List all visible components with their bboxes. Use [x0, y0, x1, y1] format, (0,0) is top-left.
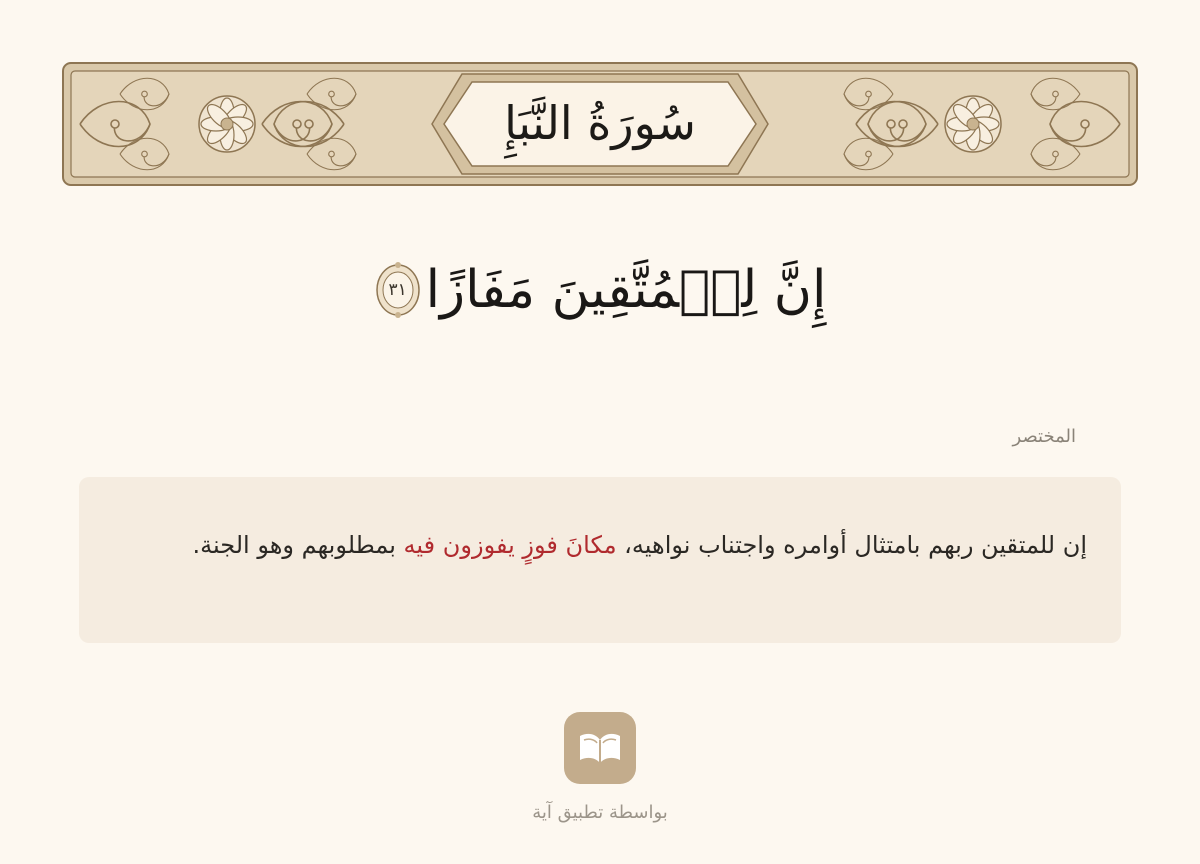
ayah-text: إِنَّ لِلۡمُتَّقِينَ مَفَازًا: [425, 260, 827, 320]
ayah-number-marker: [374, 261, 422, 319]
app-credit: بواسطة تطبيق آية: [532, 802, 668, 823]
surah-title: سُورَةُ النَّبَإِ: [504, 96, 696, 150]
ayah-number: ٣١: [388, 280, 407, 300]
tafsir-highlight: مكانَ فوزٍ يفوزون فيه: [403, 531, 617, 559]
book-icon: [576, 728, 624, 768]
tafsir-box: [79, 477, 1121, 643]
tafsir-text-part1: إن للمتقين ربهم بامتثال أوامره واجتناب نواهيه،: [616, 531, 1087, 559]
surah-header-banner: [62, 62, 1138, 186]
app-icon: [564, 712, 636, 784]
tafsir-text: [127, 523, 1087, 567]
ayah-line: [0, 245, 1200, 335]
tafsir-source-label: المختصر: [1012, 426, 1076, 447]
tafsir-text-part2: بمطلوبهم وهو الجنة.: [192, 531, 404, 559]
